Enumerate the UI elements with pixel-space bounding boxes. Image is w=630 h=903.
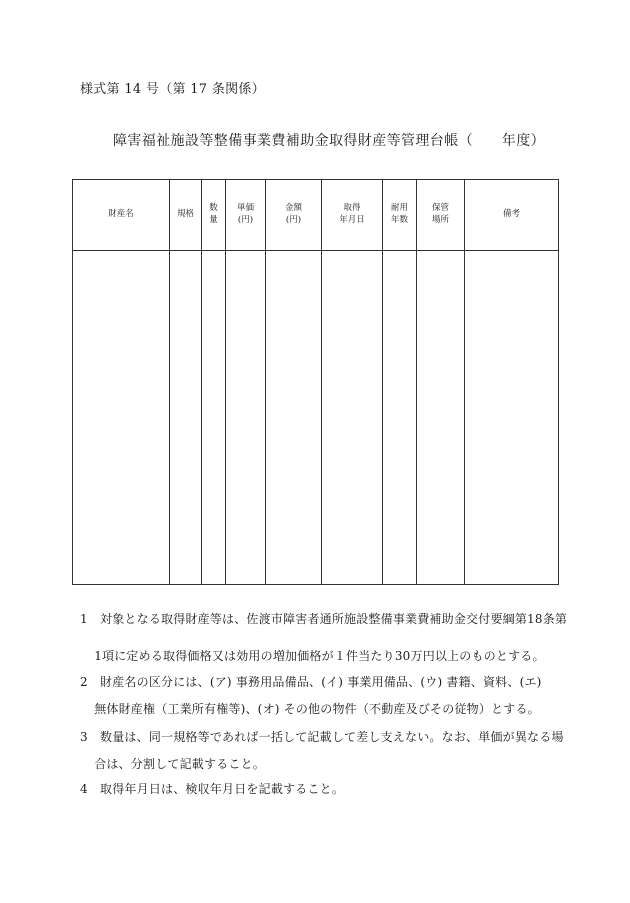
note-line: 無体財産権（工業所有権等)、(オ) その他の物件（不動産及びその従物）とする。 xyxy=(82,702,540,716)
header-remarks: 備考 xyxy=(465,180,559,251)
cell-quantity[interactable] xyxy=(202,251,226,585)
note-line: 1項に定める取得価格又は効用の増加価格が１件当たり30万円以上のものとする。 xyxy=(82,649,545,663)
note-line: 4 取得年月日は、検収年月日を記載すること。 xyxy=(80,782,345,796)
cell-remarks[interactable] xyxy=(465,251,559,585)
note-line: 合は、分割して記載すること。 xyxy=(82,757,266,771)
cell-amount[interactable] xyxy=(266,251,322,585)
note-line: 2 財産名の区分には、(ア) 事務用品備品、(イ) 事業用備品、(ウ) 書籍、資料、(エ) xyxy=(80,675,542,689)
note-line: 3 数量は、同一規格等であれば一括して記載して差し支えない。なお、単価が異なる場 xyxy=(80,730,564,744)
header-unit-price: 単価 (円) xyxy=(226,180,266,251)
header-acquisition-date: 取得 年月日 xyxy=(322,180,383,251)
header-amount: 金額 (円) xyxy=(266,180,322,251)
form-number: 様式第 14 号（第 17 条関係） xyxy=(80,82,266,97)
header-spec: 規格 xyxy=(170,180,202,251)
cell-storage-location[interactable] xyxy=(417,251,465,585)
note-line: 1 対象となる取得財産等は、佐渡市障害者通所施設整備事業費補助金交付要綱第18条第 xyxy=(80,612,568,626)
table-entry-row xyxy=(73,251,559,585)
cell-spec[interactable] xyxy=(170,251,202,585)
table-header-row xyxy=(73,180,559,251)
cell-acquisition-date[interactable] xyxy=(322,251,383,585)
cell-unit-price[interactable] xyxy=(226,251,266,585)
asset-ledger-table xyxy=(72,179,559,585)
page-title: 障害福祉施設等整備事業費補助金取得財産等管理台帳（ 年度） xyxy=(113,133,545,149)
cell-asset-name[interactable] xyxy=(73,251,170,585)
header-quantity: 数 量 xyxy=(202,180,226,251)
header-storage-location: 保管 場所 xyxy=(417,180,465,251)
cell-useful-life[interactable] xyxy=(383,251,417,585)
header-useful-life: 耐用 年数 xyxy=(383,180,417,251)
header-asset-name: 財産名 xyxy=(73,180,170,251)
